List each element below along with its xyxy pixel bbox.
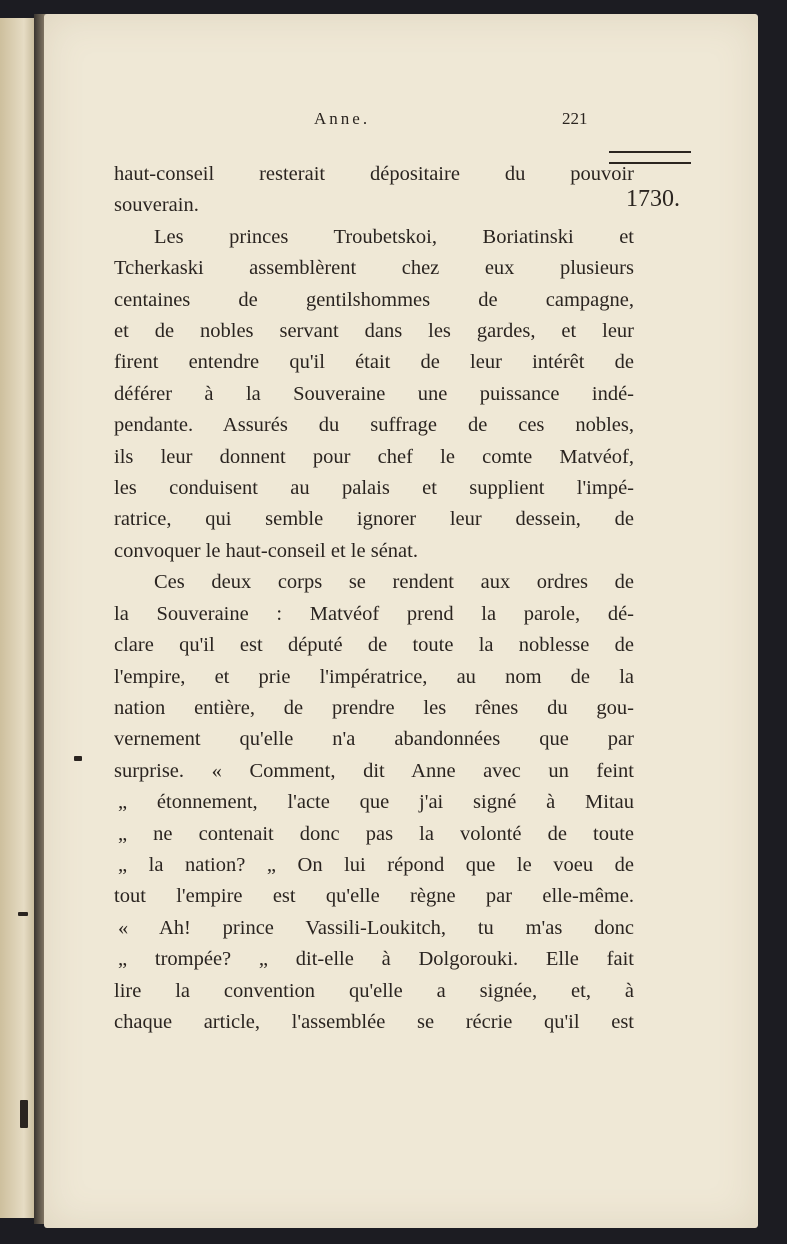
body-text [114,159,634,1038]
book-page [44,14,758,1228]
text-line: souverain. [114,194,199,217]
text-line: la Souveraine : Matvéof prend la parole, dé- [114,602,634,625]
text-line: l'empire, et prie l'impératrice, au nom de la [114,665,634,688]
text-line: „ ne contenait donc pas la volonté de toute [118,822,634,845]
ink-speck-mark [74,756,82,761]
text-line: lire la convention qu'elle a signée, et, à [114,979,634,1002]
text-line: nation entière, de prendre les rênes du gou- [114,696,634,719]
text-line: ratrice, qui semble ignorer leur dessein, de [114,508,634,531]
text-line: Tcherkaski assemblèrent chez eux plusieurs [114,257,634,280]
text-line: tout l'empire est qu'elle règne par elle-même. [114,885,634,908]
text-line: „ la nation? „ On lui répond que le voeu de [118,853,634,876]
text-line: pendante. Assurés du suffrage de ces nobles, [114,414,634,437]
page-number: 221 [562,109,588,128]
binding-thread-mark [20,1100,28,1128]
margin-year: 1730. [626,186,680,212]
text-line: clare qu'il est député de toute la noblesse de [114,634,634,657]
text-line: et de nobles servant dans les gardes, et leur [114,320,634,343]
text-line: Les princes Troubetskoi, Boriatinski et [154,225,634,248]
text-line: „ trompée? „ dit-elle à Dolgorouki. Elle fait [118,948,634,971]
text-line: Ces deux corps se rendent aux ordres de [154,571,634,594]
text-line: convoquer le haut-conseil et le sénat. [114,539,418,562]
text-line: les conduisent au palais et supplient l'impé- [114,477,634,500]
text-line: centaines de gentilshommes de campagne, [114,288,634,311]
text-line: ils leur donnent pour chef le comte Matvéof, [114,445,634,468]
text-line: firent entendre qu'il était de leur intérêt de [114,351,634,374]
binding-thread-mark [18,912,28,916]
running-head [44,109,758,139]
text-line: « Ah! prince Vassili-Loukitch, tu m'as donc [118,916,634,939]
text-line: vernement qu'elle n'a abandonnées que par [114,728,634,751]
text-line: chaque article, l'assemblée se récrie qu'il est [114,1010,634,1033]
text-line: déférer à la Souveraine une puissance indé- [114,382,634,405]
running-head-title: Anne. [314,109,371,128]
text-line: haut-conseil resterait dépositaire du pouvoir [114,163,634,185]
text-line: „ étonnement, l'acte que j'ai signé à Mitau [118,791,634,814]
text-line: surprise. « Comment, dit Anne avec un feint [114,759,634,782]
